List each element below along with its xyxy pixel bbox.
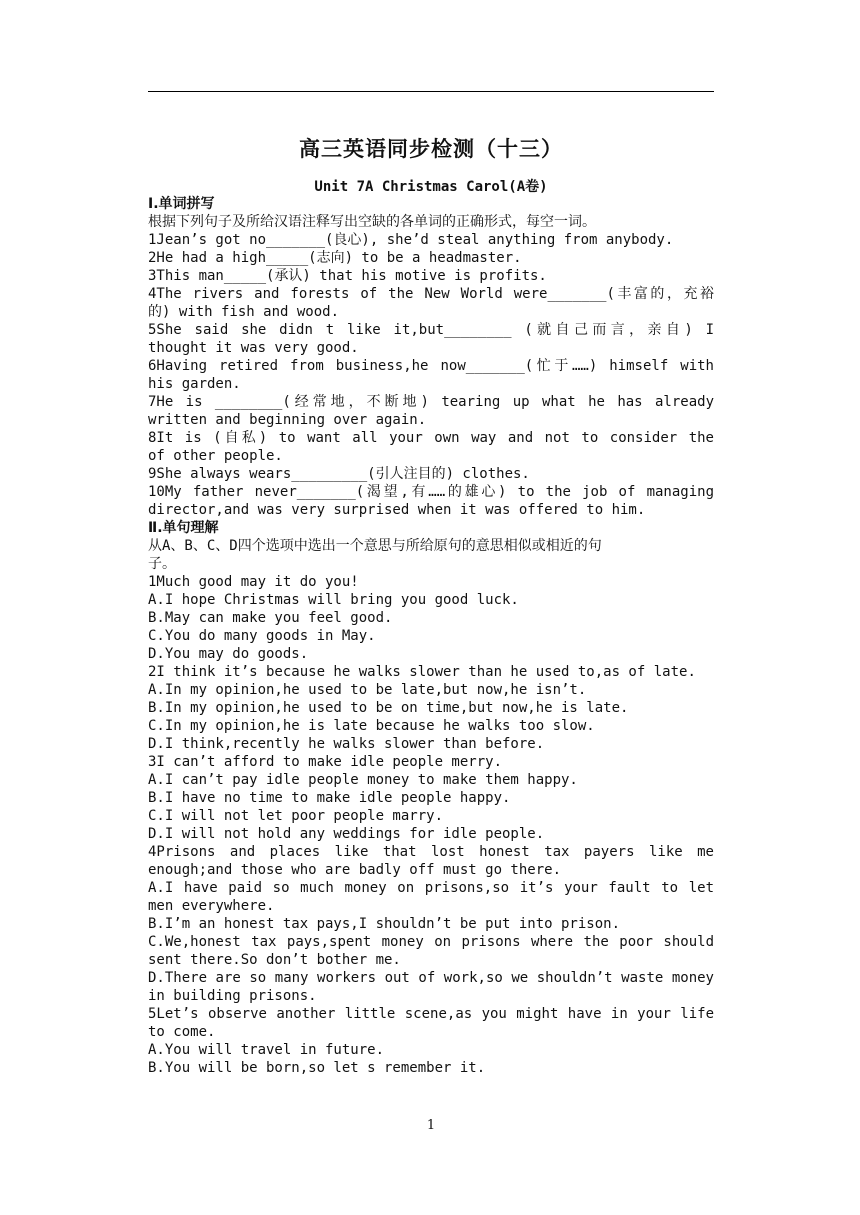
section-instruction: 根据下列句子及所给汉语注释写出空缺的各单词的正确形式，每空一词。 <box>148 214 596 230</box>
option-line: C.I will not let poor people marry. <box>148 808 444 824</box>
option-line: B.You will be born,so let s remember it. <box>148 1060 486 1076</box>
question-line: 7He is ________(经常地，不断地) tearing up what he has already <box>148 394 714 410</box>
question-line: 5She said she didn t like it,but________ (就自己而言，亲自) I <box>148 322 714 338</box>
question-line: 1Much good may it do you! <box>148 574 359 590</box>
option-line: D.There are so many workers out of work,so we shouldn’t waste money <box>148 970 714 986</box>
page-number: 1 <box>426 1118 436 1133</box>
page-subtitle: Unit 7A Christmas Carol(A卷) <box>314 179 548 195</box>
option-line: C.We,honest tax pays,spent money on prisons where the poor should <box>148 934 714 950</box>
page-title: 高三英语同步检测（十三） <box>299 137 563 161</box>
question-line: 6Having retired from business,he now_______(忙于……) himself with <box>148 358 714 374</box>
section-heading-comprehension: Ⅱ.单句理解 <box>148 520 219 536</box>
question-line: 2He had a high_____(志向) to be a headmaster. <box>148 250 522 266</box>
section-instruction: 子。 <box>148 556 176 572</box>
question-line: 3This man_____(承认) that his motive is profits. <box>148 268 547 284</box>
question-line: 1Jean’s got no_______(良心), she’d steal anything from anybody. <box>148 232 674 248</box>
section-instruction: 从A、B、C、D四个选项中选出一个意思与所给原句的意思相似或相近的句 <box>148 538 602 554</box>
option-line: D.I will not hold any weddings for idle people. <box>148 826 545 842</box>
option-line: A.You will travel in future. <box>148 1042 385 1058</box>
question-line: 3I can’t afford to make idle people merry. <box>148 754 503 770</box>
question-line: 5Let’s observe another little scene,as you might have in your life <box>148 1006 714 1022</box>
option-line: B.In my opinion,he used to be on time,but now,he is late. <box>148 700 629 716</box>
option-line: sent there.So don’t bother me. <box>148 952 401 968</box>
question-line: 2I think it’s because he walks slower than he used to,as of late. <box>148 664 696 680</box>
option-line: men everywhere. <box>148 898 275 914</box>
option-line: D.I think,recently he walks slower than before. <box>148 736 545 752</box>
question-line: his garden. <box>148 376 241 392</box>
question-line: to come. <box>148 1024 216 1040</box>
question-line: of other people. <box>148 448 283 464</box>
option-line: A.I have paid so much money on prisons,so it’s your fault to let <box>148 880 714 896</box>
question-line: written and beginning over again. <box>148 412 427 428</box>
option-line: B.I’m an honest tax pays,I shouldn’t be put into prison. <box>148 916 621 932</box>
header-rule <box>148 91 714 92</box>
option-line: D.You may do goods. <box>148 646 309 662</box>
question-line: thought it was very good. <box>148 340 359 356</box>
option-line: A.In my opinion,he used to be late,but now,he isn’t. <box>148 682 587 698</box>
option-line: A.I hope Christmas will bring you good luck. <box>148 592 519 608</box>
question-line: 9She always wears_________(引人注目的) clothes. <box>148 466 530 482</box>
question-line: 8It is (自私) to want all your own way and not to consider the <box>148 430 714 446</box>
question-line: 4The rivers and forests of the New World were_______(丰富的，充裕 <box>148 286 714 302</box>
option-line: B.I have no time to make idle people happy. <box>148 790 511 806</box>
question-line: 4Prisons and places like that lost honest tax payers like me <box>148 844 714 860</box>
option-line: C.You do many goods in May. <box>148 628 376 644</box>
question-line: director,and was very surprised when it was offered to him. <box>148 502 646 518</box>
question-line: 10My father never_______(渴望,有……的雄心) to the job of managing <box>148 484 714 500</box>
section-heading-spelling: Ⅰ.单词拼写 <box>148 196 215 212</box>
question-line: enough;and those who are badly off must go there. <box>148 862 562 878</box>
option-line: in building prisons. <box>148 988 317 1004</box>
option-line: C.In my opinion,he is late because he walks too slow. <box>148 718 595 734</box>
option-line: A.I can’t pay idle people money to make them happy. <box>148 772 578 788</box>
question-line: 的) with fish and wood. <box>148 304 340 320</box>
option-line: B.May can make you feel good. <box>148 610 393 626</box>
document-body <box>148 195 714 1077</box>
